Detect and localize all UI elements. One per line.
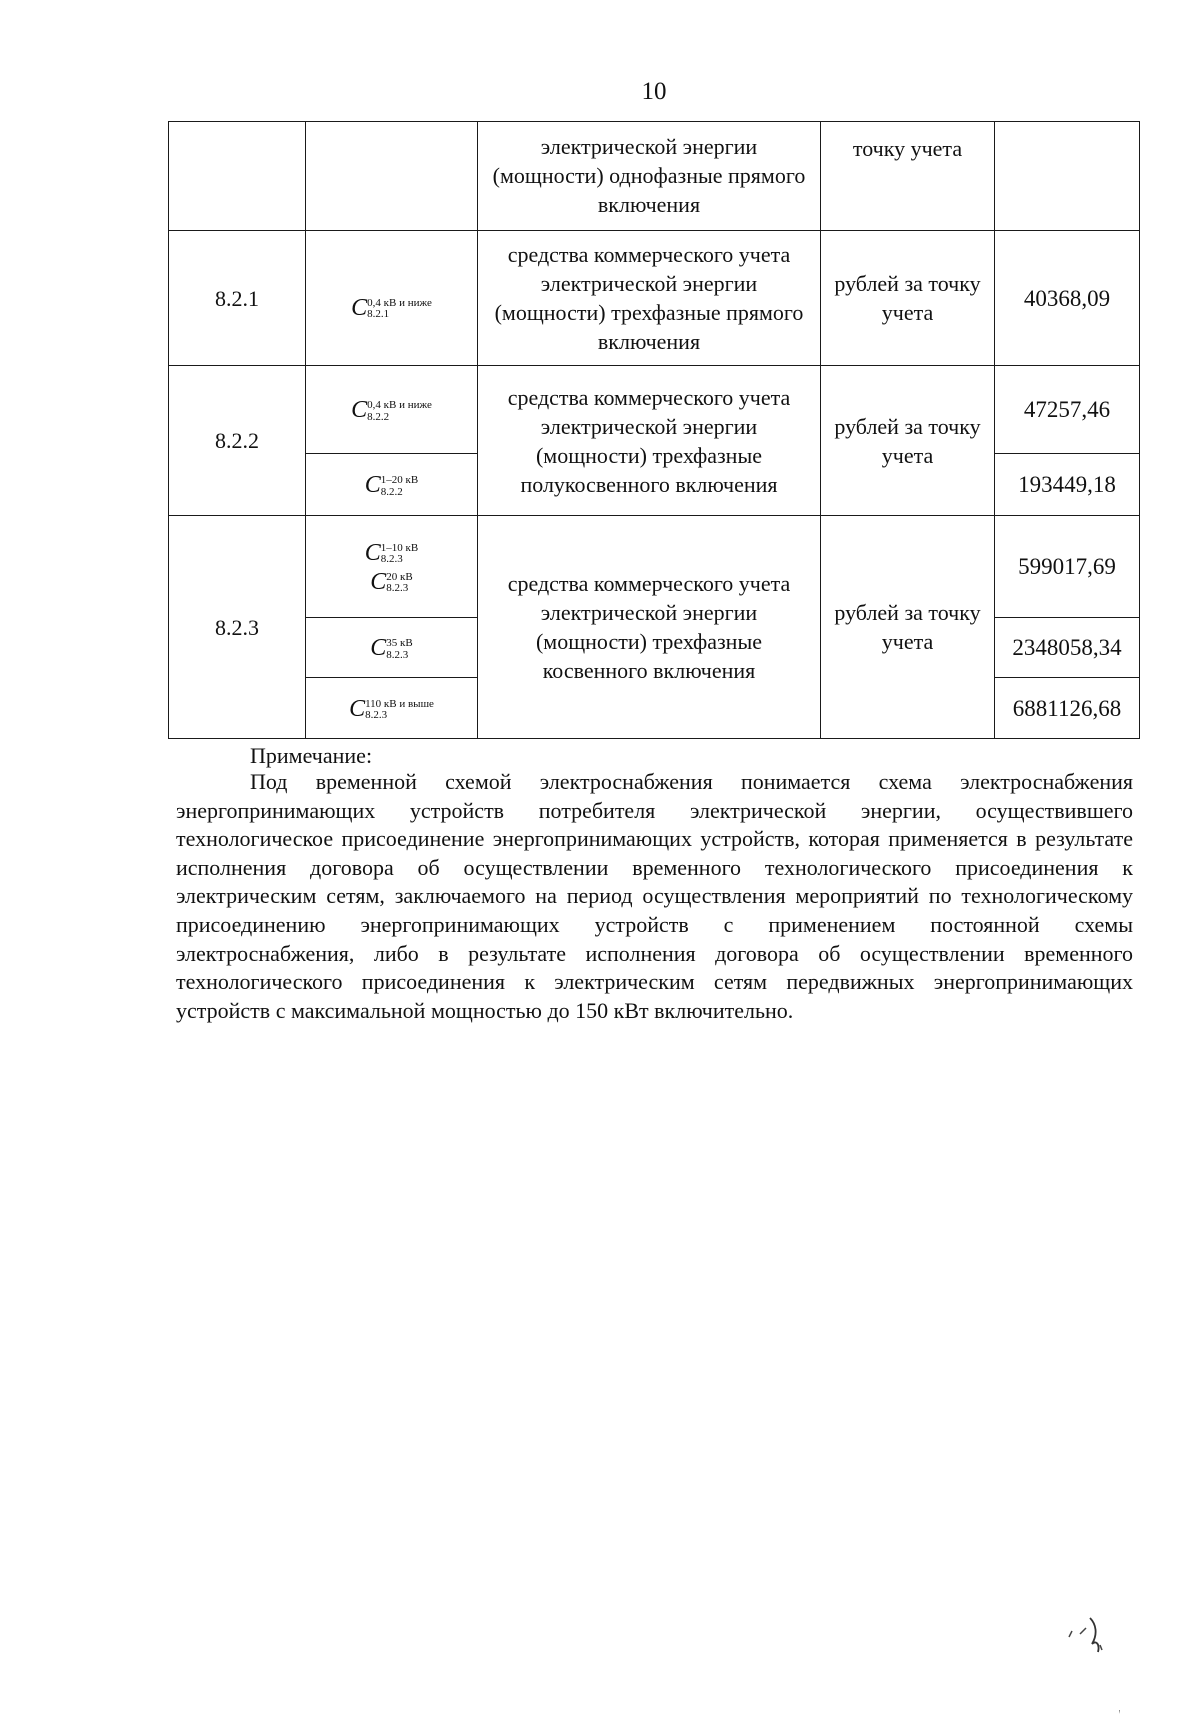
row-unit-cell: рублей за точку учета <box>821 516 995 739</box>
table-row <box>169 231 1140 366</box>
note-title: Примечание: <box>250 743 373 768</box>
row-value-cell: 599017,69 <box>995 516 1140 618</box>
row-unit-cell: точку учета <box>821 122 995 231</box>
table-row <box>169 366 1140 454</box>
note-body: Под временной схемой электроснабжения понимается схема электроснабжения энергопринимающих устройств потребителя электрической энергии, осуществившего технологическое присоединение энергопринимающих устройств, которая применяется в результате исполнения договора об осуществлении временного технологического присоединения к электрическим сетям, заключаемого на период осуществления мероприятий по технологическому присоединению энергопринимающих устройств с применением постоянной схемы электроснабжения, либо в результате исполнения договора об осуществлении временного технологического присоединения к электрическим сетям передвижных энергопринимающих устройств с максимальной мощностью до 150 кВт включительно. <box>176 769 1133 1023</box>
row-unit-cell: рублей за точку учета <box>821 366 995 516</box>
row-value-cell: 2348058,34 <box>995 618 1140 678</box>
row-code-cell <box>169 122 306 231</box>
row-description-cell: средства коммерческого учета электрической энергии (мощности) трехфазные косвенного включения <box>478 516 821 739</box>
tariff-symbol: C 1–10 кВ 8.2.3 <box>364 539 419 566</box>
page-number: 10 <box>641 78 667 105</box>
row-description-cell: средства коммерческого учета электрической энергии (мощности) трехфазные полукосвенного включения <box>478 366 821 516</box>
row-description-cell: средства коммерческого учета электрической энергии (мощности) трехфазные прямого включения <box>478 231 821 366</box>
tariff-symbol: C 0,4 кВ и ниже 8.2.1 <box>351 294 432 321</box>
row-description-cell: электрической энергии (мощности) однофазные прямого включения <box>478 122 821 231</box>
handwritten-mark-icon <box>1060 1610 1120 1720</box>
row-unit-cell: рублей за точку учета <box>821 231 995 366</box>
tariff-table <box>168 121 1140 739</box>
table-row <box>169 516 1140 618</box>
row-symbol-cell <box>306 678 478 739</box>
row-value-cell: 6881126,68 <box>995 678 1140 739</box>
row-symbol-cell <box>306 231 478 366</box>
row-symbol-cell <box>306 122 478 231</box>
tariff-symbol: C 110 кВ и выше 8.2.3 <box>349 695 434 722</box>
row-value-cell <box>995 122 1140 231</box>
row-symbol-cell <box>306 454 478 516</box>
row-code-cell: 8.2.1 <box>169 231 306 366</box>
row-symbol-cell <box>306 618 478 678</box>
row-value-cell: 40368,09 <box>995 231 1140 366</box>
row-value-cell: 47257,46 <box>995 366 1140 454</box>
row-code-cell: 8.2.2 <box>169 366 306 516</box>
row-code-cell: 8.2.3 <box>169 516 306 739</box>
row-symbol-cell <box>306 366 478 454</box>
table-row <box>169 122 1140 231</box>
tariff-symbol: C 0,4 кВ и ниже 8.2.2 <box>351 397 432 423</box>
tariff-symbol: C 1–20 кВ 8.2.2 <box>364 472 419 498</box>
row-value-cell: 193449,18 <box>995 454 1140 516</box>
tariff-symbol: C 20 кВ 8.2.3 <box>370 568 413 595</box>
tariff-symbol: C 35 кВ 8.2.3 <box>370 635 413 661</box>
row-symbol-cell <box>306 516 478 618</box>
